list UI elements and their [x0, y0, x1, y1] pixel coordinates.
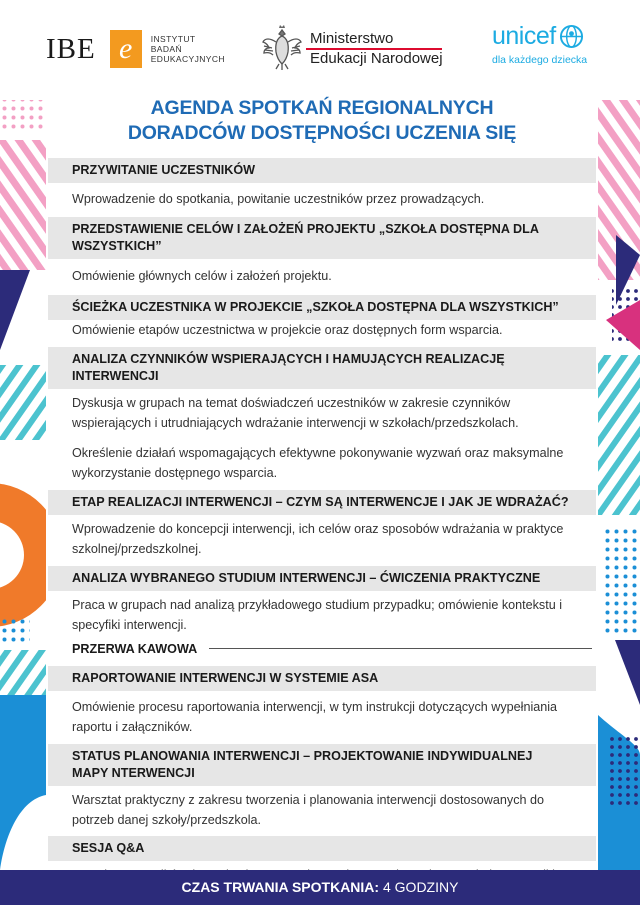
coffee-break-line [209, 648, 592, 649]
agenda-description [48, 786, 596, 836]
agenda-section [48, 347, 596, 490]
agenda-heading: PRZYWITANIE UCZESTNIKÓW [48, 158, 596, 183]
agenda-description [48, 515, 596, 566]
header-logos [0, 0, 640, 95]
page-title-line: AGENDA SPOTKAŃ REGIONALNYCH [150, 97, 494, 119]
agenda-paragraph: Warsztat praktyczny z zakresu tworzenia i planowania interwencji dostosowanych do potrzeb danej szkoły/przedszkola. [72, 792, 545, 827]
agenda-heading: ETAP REALIZACJI INTERWENCJI – CZYM SĄ INTERWENCJE I JAK JE WDRAŻAĆ? [48, 490, 596, 515]
ibe-caption-line: INSTYTUT [150, 34, 196, 44]
unicef-globe-icon [559, 24, 584, 49]
agenda-description [48, 320, 596, 347]
agenda-paragraph: Dyskusja w grupach na temat doświadczeń uczestników w zakresie czynników wspierających i utrudniających wdrażanie interwencji w szkołach/przedszkolach. [72, 395, 519, 430]
agenda-paragraph: Praca w grupach nad analizą przykładowego studium przypadku; omówienie kontekstu i specyfiki interwencji. [72, 597, 563, 632]
coffee-break [48, 638, 596, 660]
agenda-section [48, 666, 596, 744]
ministry-name-line: Ministerstwo [310, 29, 394, 47]
duration-footer [0, 870, 640, 905]
ibe-logo [46, 30, 225, 68]
agenda-paragraph: Omówienie etapów uczestnictwa w projekcie oraz dostępnych form wsparcia. [72, 323, 503, 337]
unicef-logo-text: unicef [492, 22, 556, 50]
agenda-section [48, 295, 596, 347]
ibe-logo-text: IBE [46, 32, 96, 65]
agenda-list [48, 158, 596, 910]
agenda-heading: ANALIZA WYBRANEGO STUDIUM INTERWENCJI – ĆWICZENIA PRAKTYCZNE [48, 566, 596, 591]
agenda-paragraph: Wprowadzenie do spotkania, powitanie uczestników przez prowadzących. [72, 192, 485, 206]
ibe-caption [151, 34, 225, 64]
ministry-red-rule [306, 48, 442, 50]
ibe-caption-line: BADAŃ [150, 44, 183, 54]
page-title [48, 96, 596, 146]
agenda-heading: RAPORTOWANIE INTERWENCJI W SYSTEMIE ASA [48, 666, 596, 691]
agenda-heading: ANALIZA CZYNNIKÓW WSPIERAJĄCYCH I HAMUJĄCYCH REALIZACJĘ INTERWENCJI [48, 347, 596, 389]
ibe-caption-line: EDUKACYJNYCH [150, 54, 225, 64]
agenda-paragraph: Omówienie głównych celów i założeń projektu. [72, 268, 332, 283]
agenda-heading: PRZEDSTAWIENIE CELÓW I ZAŁOŻEŃ PROJEKTU „SZKOŁA DOSTĘPNA DLA WSZYSTKICH” [48, 217, 596, 259]
ibe-mark-icon: e [110, 30, 142, 68]
agenda-section [48, 566, 596, 638]
page-title-line: DORADCÓW DOSTĘPNOŚCI UCZENIA SIĘ [127, 122, 517, 144]
agenda-section [48, 490, 596, 566]
unicef-logo [492, 22, 602, 66]
agenda-description [48, 691, 596, 744]
agenda-heading: SESJA Q&A [48, 836, 596, 861]
duration-value: 4 GODZINY [382, 879, 459, 895]
agenda-heading: ŚCIEŻKA UCZESTNIKA W PROJEKCIE „SZKOŁA DOSTĘPNA DLA WSZYSTKICH” [48, 295, 596, 320]
duration-label: CZAS TRWANIA SPOTKANIA: [181, 879, 380, 895]
agenda-description [48, 259, 596, 296]
agenda-paragraph: Określenie działań wspomagających efektywne pokonywanie wyzwań oraz maksymalne wykorzystanie dostępnego wsparcia. [72, 445, 564, 480]
agenda-section [48, 744, 596, 836]
agenda-description [48, 591, 596, 638]
unicef-tagline: dla każdego dziecka [492, 54, 588, 66]
ministry-name-line: Edukacji Narodowej [310, 49, 443, 67]
agenda-paragraph: Wprowadzenie do koncepcji interwencji, ich celów oraz sposobów wdrażania w praktyce szkolnej/przedszkolnej. [72, 521, 564, 556]
agenda-heading: STATUS PLANOWANIA INTERWENCJI – PROJEKTOWANIE INDYWIDUALNEJ MAPY NTERWENCJI [48, 744, 596, 786]
eagle-emblem-icon [260, 24, 304, 72]
agenda-description [48, 183, 596, 217]
agenda-section [48, 158, 596, 217]
agenda-description [48, 389, 596, 490]
agenda-paragraph: Omówienie procesu raportowania interwencji, w tym instrukcji dotyczących wypełniania raportu i załączników. [72, 699, 558, 734]
coffee-break-label: PRZERWA KAWOWA [72, 641, 198, 656]
agenda-section [48, 217, 596, 296]
